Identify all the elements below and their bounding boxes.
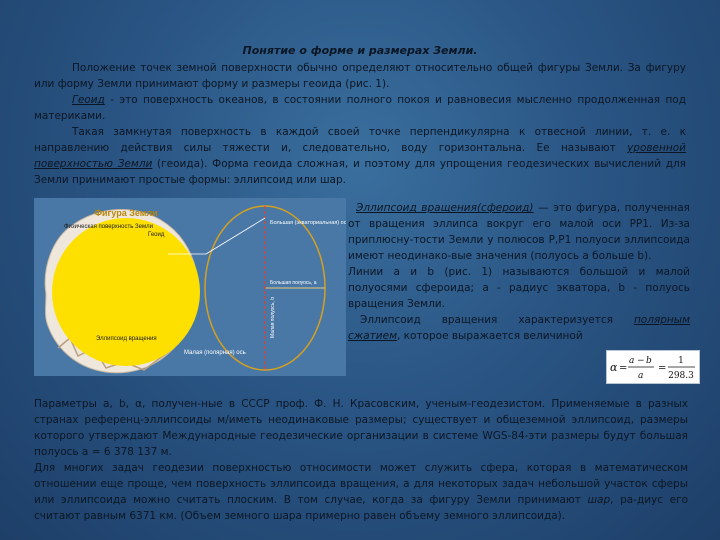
semi-axes-paragraph: Линии a и b (рис. 1) называются большой и малой полуосями сфероида; a - радиус экватора, b - полуось вращения Земли. <box>348 266 690 310</box>
formula-numerator-b: b <box>646 356 652 366</box>
formula-one: 1 <box>678 356 684 366</box>
label-minor-radius: Малая полуось, b <box>270 297 276 338</box>
formula-value: 298.3 <box>668 371 694 381</box>
earth-figure-svg <box>34 198 346 376</box>
compression-text-b: , которое выражается величиной <box>397 330 583 342</box>
label-major-radius: Большая полуось, a <box>270 280 317 286</box>
formula-equals-2: = <box>658 363 667 374</box>
sphere-text-a: Для многих задач геодезии поверхностью относимости может служить сфера, которая в математическом отношении еще проще, чем поверхность эллипсоида вращения, а для некоторых задач небольшой участок сферы или эллипсоида можно считать плоским. В том случае, когда за фигуру Земли принимают <box>34 462 688 506</box>
label-major-axis: Большая (экваториальная) ось <box>270 220 346 226</box>
ellipsoid-term: Эллипсоид вращения(сфероид) <box>356 202 534 214</box>
parameters-text <box>34 396 688 524</box>
level-surface-term: уровенной поверхностью Земли <box>34 142 686 170</box>
formula-minus: − <box>637 356 645 366</box>
paragraph-geoid <box>34 92 686 124</box>
formula-equals: = <box>619 363 628 374</box>
paragraph-level-surface <box>34 124 686 188</box>
ellipsoid-text <box>348 200 690 344</box>
page-title: Понятие о форме и размерах Земли. <box>242 44 478 57</box>
paragraph-figure: Положение точек земной поверхности обычно определяют относительно общей фигуры Земли. За фигуру или форму Земли принимают форму и размеры геоида (рис. 1). <box>34 62 686 90</box>
formula-numerator-a: a <box>629 356 635 366</box>
formula-alpha: α <box>610 361 618 374</box>
figure-title: Фигура Земли <box>94 208 158 218</box>
formula-svg <box>607 351 699 383</box>
polar-compression-term: полярным сжатием <box>348 314 690 342</box>
label-geoid: Геоид <box>148 232 165 238</box>
geoid-term: Геоид <box>72 94 105 106</box>
label-physical-surface: Физическая поверхность Земли <box>64 224 153 230</box>
formula-denominator: a <box>638 371 644 381</box>
earth-figure-diagram <box>34 198 346 376</box>
ellipsoid-paragraph <box>348 200 690 264</box>
compression-paragraph <box>348 312 690 344</box>
sphere-paragraph <box>34 460 688 524</box>
geoid-definition: - это поверхность океанов, в состоянии полного покоя и равновесия мысленно продолженная под материками. <box>34 94 686 122</box>
intro-text <box>34 60 686 188</box>
level-text-a: Такая замкнутая поверхность в каждой своей точке перпендикулярна к отвесной линии, т. е. к направлению действия силы тяжести и, следовательно, воду горизонтальна. Ее называют <box>34 126 686 154</box>
level-text-b: (геоида). Форма геоида сложная, и поэтому для упрощения геодезических вычислений для Земли принимают простые формы: эллипсоид или шар. <box>34 158 686 186</box>
slide <box>10 8 710 534</box>
parameters-paragraph: Параметры a, b, α, получен-ные в СССР проф. Ф. Н. Красовским, ученым-геодезистом. Применяемые в разных странах референц-эллипсоиды м/иметь неодинаковые размеры; существует и общеземной эллипсоид, размеры которого утверждают Международные геодезические организации в системе WGS-84-эти размеры будут большая полуось a = 6 378 137 м. <box>34 398 688 458</box>
compression-text-a: Эллипсоид вращения характеризуется <box>360 314 634 326</box>
sphere-text-b: , ра-диус его считают равным 6371 км. (Объем земного шара примерно равен объему земного эллипсоида). <box>34 494 688 522</box>
compression-formula <box>606 350 700 384</box>
label-ellipsoid-rotation: Эллипсоид вращения <box>96 336 157 342</box>
geoid-globe <box>52 218 200 366</box>
ellipsoid-definition: — это фигура, полученная от вращения эллипса вокруг его малой оси PP1. Из-за приплюсну-тости Земли у полюсов P,P1 полуоси эллипсоида имеют неодинако-вые значения (полуось a больше b). <box>348 202 690 262</box>
label-minor-axis: Малая (полярная) ось <box>184 350 246 356</box>
sphere-term: шар <box>587 494 611 506</box>
